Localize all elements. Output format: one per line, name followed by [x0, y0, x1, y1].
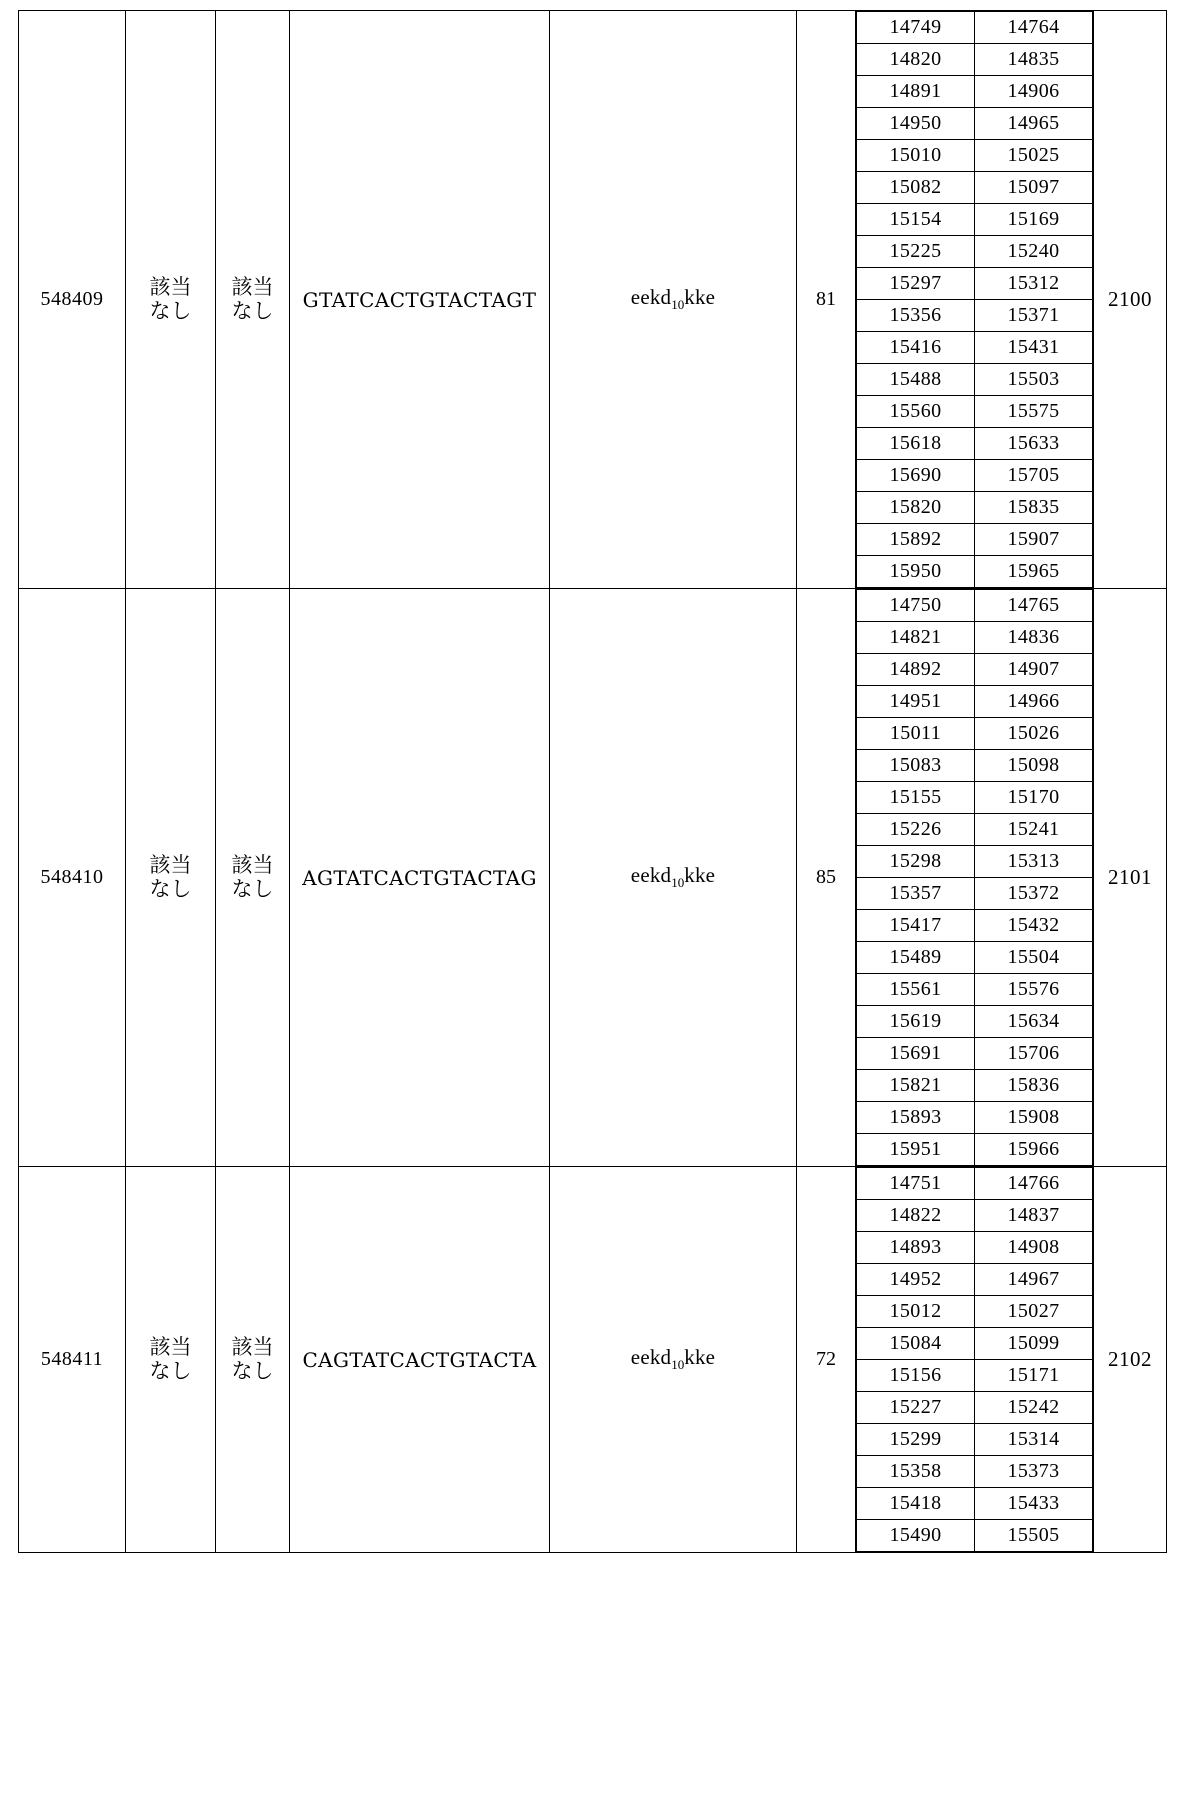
pair-row	[857, 108, 1093, 140]
pair-end: 15171	[975, 1360, 1093, 1392]
pair-start: 15418	[857, 1488, 975, 1520]
pair-start: 15892	[857, 524, 975, 556]
pair-row	[857, 910, 1093, 942]
pair-row	[857, 204, 1093, 236]
pair-end: 15373	[975, 1456, 1093, 1488]
pair-row	[857, 1296, 1093, 1328]
pair-row	[857, 12, 1093, 44]
pair-end: 15706	[975, 1038, 1093, 1070]
pair-start: 15489	[857, 942, 975, 974]
row-count: 85	[797, 589, 856, 1167]
pair-end: 15099	[975, 1328, 1093, 1360]
pair-end: 14907	[975, 654, 1093, 686]
col-b-line-2: なし	[231, 1358, 274, 1383]
pair-row	[857, 1006, 1093, 1038]
col-b-line-1: 該当	[231, 1334, 274, 1359]
pair-start: 14749	[857, 12, 975, 44]
pair-start: 15417	[857, 910, 975, 942]
peptide-prefix: eekd	[630, 1345, 672, 1370]
pair-start: 15488	[857, 364, 975, 396]
col-a-line-1: 該当	[149, 852, 192, 877]
pair-row	[857, 1360, 1093, 1392]
pair-end: 15026	[975, 718, 1093, 750]
pair-start: 15951	[857, 1134, 975, 1166]
peptide-suffix: kke	[684, 285, 716, 310]
pair-row	[857, 140, 1093, 172]
pair-row	[857, 654, 1093, 686]
pair-row	[857, 622, 1093, 654]
pair-row	[857, 814, 1093, 846]
pair-end: 15314	[975, 1424, 1093, 1456]
pair-end: 15241	[975, 814, 1093, 846]
pair-end: 14764	[975, 12, 1093, 44]
pair-row	[857, 1232, 1093, 1264]
pair-end: 15371	[975, 300, 1093, 332]
pair-end: 15576	[975, 974, 1093, 1006]
pair-end: 15242	[975, 1392, 1093, 1424]
pair-row	[857, 1264, 1093, 1296]
pair-start: 15227	[857, 1392, 975, 1424]
row-peptide	[550, 589, 797, 1167]
row-col-b	[216, 589, 290, 1167]
col-a-line-2: なし	[149, 1358, 192, 1383]
row-id: 548411	[19, 1167, 126, 1553]
pair-start: 14821	[857, 622, 975, 654]
pair-row	[857, 1520, 1093, 1552]
pair-row	[857, 942, 1093, 974]
col-b-line-1: 該当	[231, 852, 274, 877]
pair-start: 15082	[857, 172, 975, 204]
pair-start: 15298	[857, 846, 975, 878]
peptide-suffix: kke	[684, 863, 716, 888]
pair-end: 15312	[975, 268, 1093, 300]
pair-end: 15634	[975, 1006, 1093, 1038]
pair-row	[857, 172, 1093, 204]
pair-row	[857, 1134, 1093, 1166]
pair-row	[857, 1070, 1093, 1102]
pair-end: 15025	[975, 140, 1093, 172]
pair-start: 15084	[857, 1328, 975, 1360]
pair-start: 15691	[857, 1038, 975, 1070]
pair-row	[857, 524, 1093, 556]
pair-start: 15561	[857, 974, 975, 1006]
row-count: 72	[797, 1167, 856, 1553]
pair-start: 15011	[857, 718, 975, 750]
pair-start: 15155	[857, 782, 975, 814]
col-a-line-2: なし	[149, 876, 192, 901]
row-ref: 2100	[1094, 11, 1167, 589]
col-a-line-1: 該当	[149, 1334, 192, 1359]
pair-row	[857, 1424, 1093, 1456]
pairs-table	[856, 11, 1093, 588]
pair-end: 15835	[975, 492, 1093, 524]
pair-start: 14893	[857, 1232, 975, 1264]
pair-row	[857, 846, 1093, 878]
pair-row	[857, 268, 1093, 300]
pair-start: 15821	[857, 1070, 975, 1102]
pair-row	[857, 1038, 1093, 1070]
peptide-prefix: eekd	[630, 285, 672, 310]
pairs-wrap	[856, 11, 1093, 588]
pair-end: 14836	[975, 622, 1093, 654]
pair-start: 15560	[857, 396, 975, 428]
row-peptide	[550, 11, 797, 589]
pair-start: 15083	[857, 750, 975, 782]
row-sequence: GTATCACTGTACTAGT	[290, 11, 550, 589]
col-b-line-1: 該当	[231, 274, 274, 299]
pairs-table	[856, 589, 1093, 1166]
pair-row	[857, 1102, 1093, 1134]
pair-start: 15618	[857, 428, 975, 460]
pair-row	[857, 460, 1093, 492]
table-row	[19, 589, 1167, 1167]
pair-end: 15907	[975, 524, 1093, 556]
pair-start: 14952	[857, 1264, 975, 1296]
pair-row	[857, 332, 1093, 364]
pair-start: 14822	[857, 1200, 975, 1232]
pair-start: 14891	[857, 76, 975, 108]
pair-row	[857, 76, 1093, 108]
pair-end: 15313	[975, 846, 1093, 878]
row-sequence: AGTATCACTGTACTAG	[290, 589, 550, 1167]
pair-start: 15357	[857, 878, 975, 910]
pair-row	[857, 1392, 1093, 1424]
pair-end: 15965	[975, 556, 1093, 588]
pair-start: 14820	[857, 44, 975, 76]
row-peptide	[550, 1167, 797, 1553]
pair-row	[857, 590, 1093, 622]
pair-start: 15299	[857, 1424, 975, 1456]
pair-row	[857, 236, 1093, 268]
table-row	[19, 1167, 1167, 1553]
row-col-a	[126, 1167, 216, 1553]
pair-end: 14835	[975, 44, 1093, 76]
pair-end: 15240	[975, 236, 1093, 268]
pair-row	[857, 492, 1093, 524]
pair-row	[857, 396, 1093, 428]
pair-end: 15705	[975, 460, 1093, 492]
pair-end: 14966	[975, 686, 1093, 718]
pair-row	[857, 364, 1093, 396]
col-a-line-2: なし	[149, 298, 192, 323]
pair-end: 14906	[975, 76, 1093, 108]
col-b-line-2: なし	[231, 876, 274, 901]
peptide-subscript: 10	[671, 1357, 685, 1373]
pair-end: 15097	[975, 172, 1093, 204]
pair-end: 14765	[975, 590, 1093, 622]
pair-start: 15226	[857, 814, 975, 846]
pair-end: 15503	[975, 364, 1093, 396]
row-sequence: CAGTATCACTGTACTA	[290, 1167, 550, 1553]
pair-start: 14751	[857, 1168, 975, 1200]
peptide-subscript: 10	[671, 875, 685, 891]
pair-row	[857, 300, 1093, 332]
pair-end: 15505	[975, 1520, 1093, 1552]
sequence-table	[18, 10, 1167, 1553]
pair-row	[857, 1168, 1093, 1200]
table-body	[19, 11, 1167, 1553]
pair-end: 15504	[975, 942, 1093, 974]
row-count: 81	[797, 11, 856, 589]
pair-row	[857, 974, 1093, 1006]
pair-start: 15297	[857, 268, 975, 300]
pair-start: 14950	[857, 108, 975, 140]
pair-row	[857, 878, 1093, 910]
row-id: 548409	[19, 11, 126, 589]
pair-row	[857, 782, 1093, 814]
pair-end: 15169	[975, 204, 1093, 236]
pair-end: 15836	[975, 1070, 1093, 1102]
pairs-wrap	[856, 589, 1093, 1166]
pair-start: 15012	[857, 1296, 975, 1328]
pair-row	[857, 1488, 1093, 1520]
row-pairs-cell	[856, 589, 1094, 1167]
pair-end: 15575	[975, 396, 1093, 428]
pair-row	[857, 718, 1093, 750]
peptide-prefix: eekd	[630, 863, 672, 888]
pair-start: 15010	[857, 140, 975, 172]
pair-end: 14908	[975, 1232, 1093, 1264]
pair-start: 15490	[857, 1520, 975, 1552]
pair-end: 15170	[975, 782, 1093, 814]
row-ref: 2101	[1094, 589, 1167, 1167]
pair-row	[857, 1200, 1093, 1232]
pair-end: 14837	[975, 1200, 1093, 1232]
pair-end: 14766	[975, 1168, 1093, 1200]
row-ref: 2102	[1094, 1167, 1167, 1553]
pair-start: 15690	[857, 460, 975, 492]
pair-start: 14892	[857, 654, 975, 686]
pair-row	[857, 428, 1093, 460]
pair-end: 15027	[975, 1296, 1093, 1328]
pair-end: 15432	[975, 910, 1093, 942]
peptide-suffix: kke	[684, 1345, 716, 1370]
row-id: 548410	[19, 589, 126, 1167]
pair-start: 14951	[857, 686, 975, 718]
col-a-line-1: 該当	[149, 274, 192, 299]
pair-end: 15431	[975, 332, 1093, 364]
pair-start: 15156	[857, 1360, 975, 1392]
pair-row	[857, 686, 1093, 718]
row-pairs-cell	[856, 1167, 1094, 1553]
table-row	[19, 11, 1167, 589]
row-col-b	[216, 11, 290, 589]
pair-row	[857, 750, 1093, 782]
row-col-a	[126, 11, 216, 589]
pair-end: 14967	[975, 1264, 1093, 1296]
pairs-table	[856, 1167, 1093, 1552]
pair-start: 15358	[857, 1456, 975, 1488]
pair-start: 15619	[857, 1006, 975, 1038]
pair-row	[857, 1328, 1093, 1360]
pair-start: 15416	[857, 332, 975, 364]
pair-start: 15950	[857, 556, 975, 588]
row-pairs-cell	[856, 11, 1094, 589]
pair-end: 15098	[975, 750, 1093, 782]
pair-start: 14750	[857, 590, 975, 622]
pair-start: 15356	[857, 300, 975, 332]
col-b-line-2: なし	[231, 298, 274, 323]
pairs-wrap	[856, 1167, 1093, 1552]
pair-end: 14965	[975, 108, 1093, 140]
pair-end: 15966	[975, 1134, 1093, 1166]
pair-end: 15372	[975, 878, 1093, 910]
pair-start: 15225	[857, 236, 975, 268]
pair-row	[857, 556, 1093, 588]
pair-end: 15908	[975, 1102, 1093, 1134]
row-col-b	[216, 1167, 290, 1553]
pair-row	[857, 1456, 1093, 1488]
pair-start: 15820	[857, 492, 975, 524]
pair-end: 15433	[975, 1488, 1093, 1520]
pair-row	[857, 44, 1093, 76]
row-col-a	[126, 589, 216, 1167]
pair-end: 15633	[975, 428, 1093, 460]
pair-start: 15154	[857, 204, 975, 236]
pair-start: 15893	[857, 1102, 975, 1134]
peptide-subscript: 10	[671, 297, 685, 313]
